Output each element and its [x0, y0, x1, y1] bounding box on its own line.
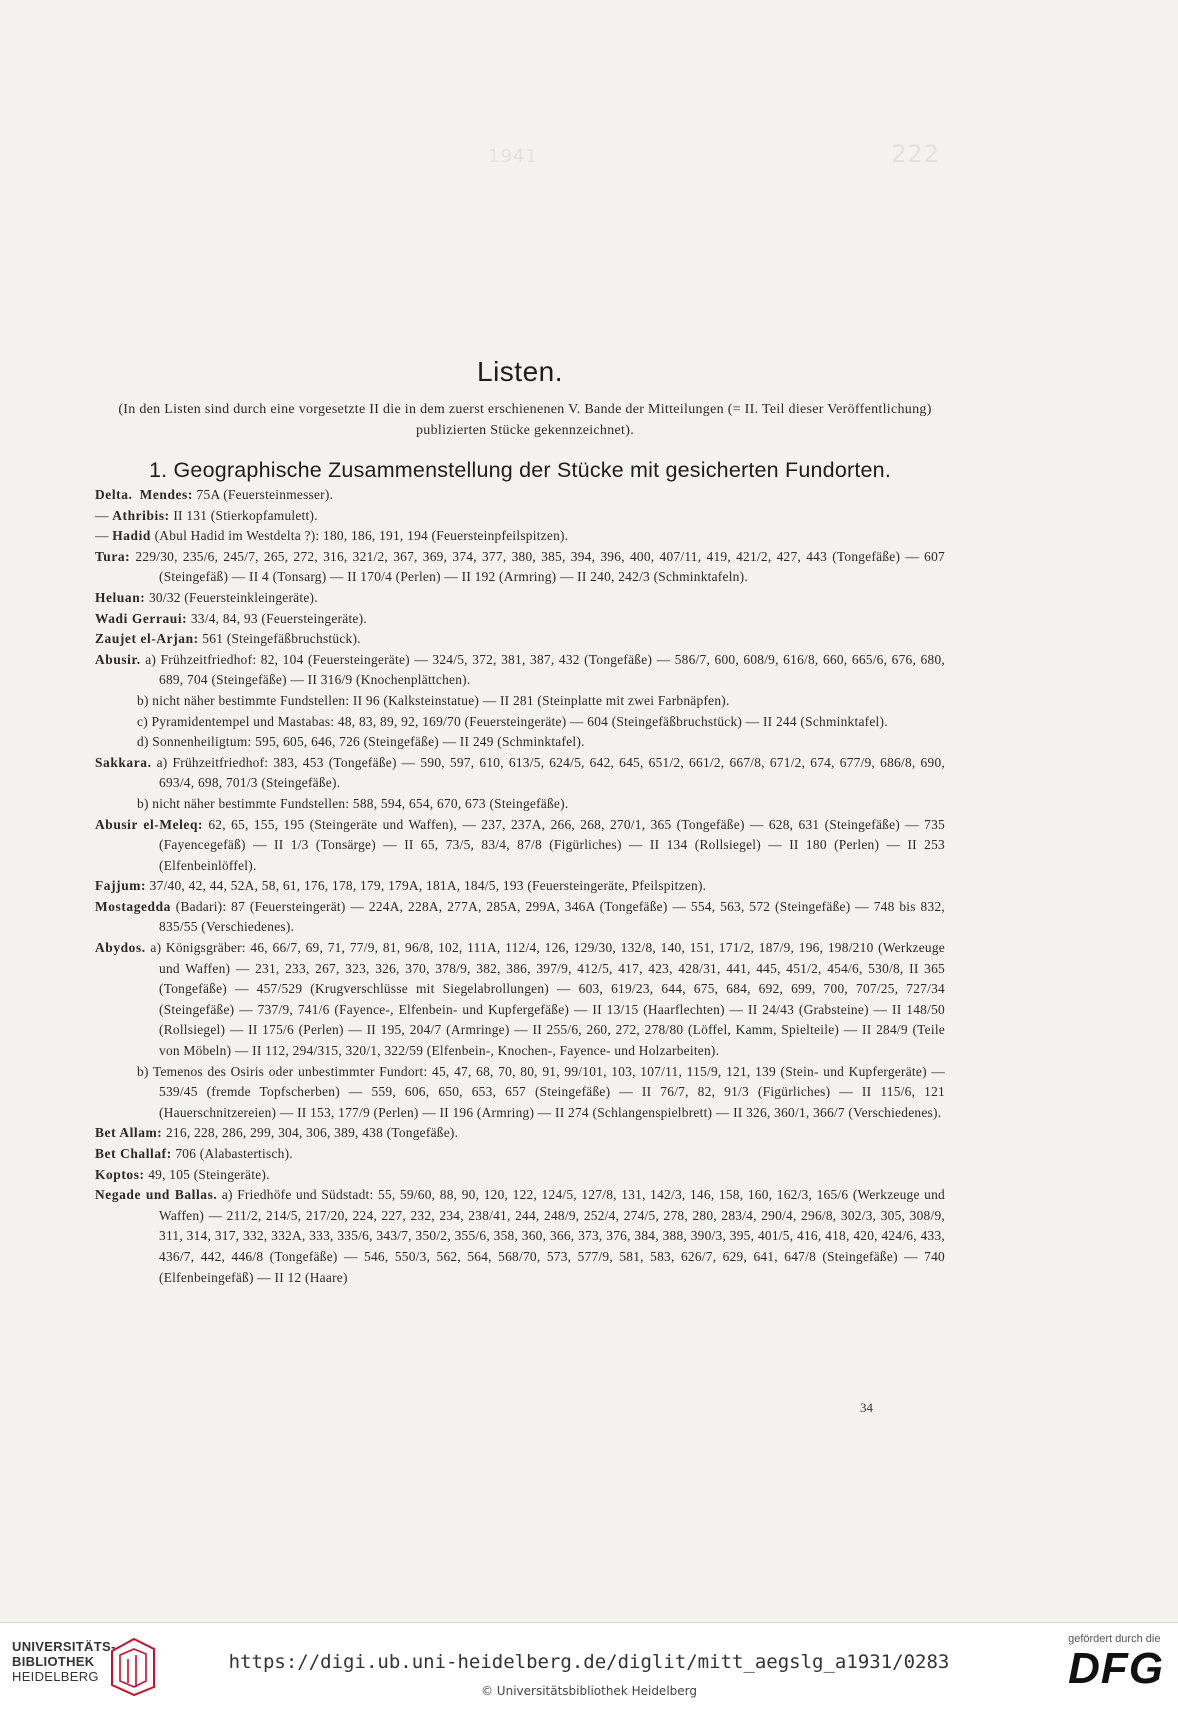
place-name: Heluan:	[95, 589, 146, 605]
dash: —	[95, 507, 109, 523]
entry-bet-challaf	[95, 1144, 945, 1165]
place-name: Mendes:	[139, 487, 193, 502]
library-name-line2: BIBLIOTHEK	[12, 1654, 95, 1669]
place-name: Delta.	[95, 487, 133, 502]
permalink-url[interactable]: https://digi.ub.uni-heidelberg.de/diglit/mitt_aegslg_a1931/0283	[228, 1651, 950, 1673]
viewer-footer	[0, 1622, 1178, 1712]
entry-mostagedda	[95, 897, 945, 938]
page-number: 34	[860, 1400, 873, 1415]
entry-abusir	[95, 650, 945, 691]
entry-abydos	[95, 938, 945, 1062]
entry-bet-allam	[95, 1123, 945, 1144]
entry-text: 561 (Steingefäßbruchstück).	[202, 631, 361, 647]
entry-text: 37/40, 42, 44, 52A, 58, 61, 176, 178, 179, 179A, 181A, 184/5, 193 (Feuersteingeräte, Pfeilspitzen).	[149, 878, 707, 894]
entry-text: 706 (Alabastertisch).	[175, 1146, 293, 1161]
entry-text: (Badari): 87 (Feuersteingerät) — 224A, 228A, 277A, 285A, 299A, 346A (Tongefäße) — 554, 563, 572 (Steingefäße) — 748 bis 832, 835/55 (Verschiedenes).	[159, 898, 945, 935]
entry-abydos-b: b) Temenos des Osiris oder unbestimmter Fundort: 45, 47, 68, 70, 80, 91, 99/101, 103, 107/11, 115/9, 121, 139 (Stein- und Kupfergeräte) — 539/45 (fremde Topfscherben) — 559, 606, 650, 653, 657 (Steingefäße) — II 76/7, 82, 91/3 (Figürliches) — II 115/6, 121 (Hauerschnitzereien) — II 153, 177/9 (Perlen) — II 196 (Armring) — II 274 (Schlangenspielbrett) — II 326, 360/1, 366/7 (Verschiedenes).	[137, 1063, 945, 1120]
entry-abusir-el-meleq	[95, 815, 945, 877]
page-title: Listen.	[477, 356, 563, 387]
place-name: Negade und Ballas.	[95, 1187, 218, 1203]
entry-fajjum	[95, 876, 945, 897]
entry-koptos	[95, 1165, 945, 1186]
dash: —	[95, 528, 109, 544]
entry-abusir-c: c) Pyramidentempel und Mastabas: 48, 83, 89, 92, 169/70 (Feuersteingeräte) — 604 (Steingefäßbruchstück) — II 244 (Schminktafel).	[137, 713, 888, 729]
dfg-logo[interactable]	[1068, 1633, 1164, 1693]
faint-mark-right: 222	[891, 140, 940, 168]
place-name: Athribis:	[112, 507, 170, 523]
place-name: Abydos.	[95, 940, 146, 956]
entry-text: (Abul Hadid im Westdelta ?): 180, 186, 191, 194 (Feuersteinpfeilspitzen).	[154, 528, 569, 544]
entry-delta	[95, 485, 945, 506]
place-name: Bet Allam:	[95, 1125, 163, 1141]
entry-text: 62, 65, 155, 195 (Steingeräte und Waffen), — 237, 237A, 266, 268, 270/1, 365 (Tongefäße) — 628, 631 (Steingefäße) — 735 (Fayencegefäß) — II 1/3 (Tonsärge) — II 65, 73/5, 83/4, 87/8 (Figürliches) — II 134 (Rollsiegel) — II 180 (Perlen) — II 253 (Elfenbeinlöffel).	[159, 816, 945, 873]
faint-mark-left: 1941	[488, 146, 538, 167]
place-name: Zaujet el-Arjan:	[95, 631, 199, 647]
entry-text: 216, 228, 286, 299, 304, 306, 389, 438 (Tongefäße).	[165, 1125, 459, 1141]
intro-note: (In den Listen sind durch eine vorgesetzte II die in dem zuerst erschienenen V. Bande der Mitteilungen (= II. Teil dieser Veröffentlichung) publizierten Stücke gekennzeichnet).	[118, 402, 932, 438]
entry-text: 49, 105 (Steingeräte).	[148, 1166, 270, 1182]
entry-wadi-gerraui	[95, 609, 945, 630]
entry-hadid	[95, 526, 945, 547]
entry-text: a) Friedhöfe und Südstadt: 55, 59/60, 88, 90, 120, 122, 124/5, 127/8, 131, 142/3, 146, 158, 160, 162/3, 165/6 (Werkzeuge und Waffen) — 211/2, 214/5, 217/20, 224, 227, 232, 234, 238/41, 244, 248/9, 252/4, 274/5, 278, 280, 283/4, 290/4, 296/8, 302/3, 305, 308/9, 311, 314, 317, 332, 332A, 333, 335/6, 343/7, 350/2, 355/6, 358, 360, 366, 373, 376, 384, 388, 390/3, 395, 401/5, 416, 418, 420, 424/6, 433, 436/7, 442, 446/8 (Tongefäße) — 546, 550/3, 562, 564, 568/70, 573, 577/9, 581, 583, 626/7, 629, 641, 647/8 (Steingefäße) — 740 (Elfenbeingefäß) — II 12 (Haare)	[159, 1187, 945, 1285]
place-name: Tura:	[95, 548, 131, 564]
dfg-wordmark: DFG	[1068, 1644, 1164, 1693]
place-name: Hadid	[112, 528, 151, 544]
funded-by-text: gefördert durch die	[1068, 1633, 1161, 1645]
entry-text: 75A (Feuersteinmesser).	[196, 487, 334, 502]
copyright-notice: © Universitätsbibliothek Heidelberg	[480, 1684, 697, 1698]
entry-tura	[95, 547, 945, 588]
library-name-line3: HEIDELBERG	[12, 1669, 99, 1684]
entry-abusir-d: d) Sonnenheiligtum: 595, 605, 646, 726 (Steingefäße) — II 249 (Schminktafel).	[137, 734, 585, 750]
entry-heluan	[95, 588, 945, 609]
entry-text: a) Frühzeitfriedhof: 82, 104 (Feuersteingeräte) — 324/5, 372, 381, 387, 432 (Tongefäße) — 586/7, 600, 608/9, 616/8, 660, 665/6, 676, 680, 689, 704 (Steingefäße) — II 316/9 (Knochenplättchen).	[145, 651, 945, 688]
place-name: Mostagedda	[95, 898, 171, 914]
entry-abusir-b: b) nicht näher bestimmte Fundstellen: II 96 (Kalksteinstatue) — II 281 (Steinplatte mit zwei Farbnäpfen).	[137, 692, 730, 708]
section-title: 1. Geographische Zusammenstellung der Stücke mit gesicherten Fundorten.	[149, 458, 891, 482]
place-name: Sakkara.	[95, 754, 152, 770]
entry-negade	[95, 1185, 945, 1288]
entry-zaujet	[95, 629, 945, 650]
place-name: Abusir el-Meleq:	[95, 816, 204, 832]
library-name-line1: UNIVERSITÄTS-	[12, 1639, 116, 1654]
place-name: Fajjum:	[95, 878, 147, 894]
entry-text: 229/30, 235/6, 245/7, 265, 272, 316, 321/2, 367, 369, 374, 377, 380, 385, 394, 396, 400, 407/11, 419, 421/2, 427, 443 (Tongefäße) — 607 (Steingefäß) — II 4 (Tonsarg) — II 170/4 (Perlen) — II 192 (Armring) — II 240, 242/3 (Schminktafeln).	[135, 548, 945, 585]
entry-text: a) Königsgräber: 46, 66/7, 69, 71, 77/9, 81, 96/8, 102, 111A, 112/4, 126, 129/30, 132/8, 140, 151, 171/2, 187/9, 196, 198/210 (Werkzeuge und Waffen) — 231, 233, 267, 323, 326, 370, 378/9, 382, 386, 397/9, 412/5, 417, 423, 428/31, 441, 445, 451/2, 454/6, 530/8, II 365 (Tongefäße) — 457/529 (Krugverschlüsse mit Siegelabrollungen) — 603, 619/23, 644, 675, 684, 692, 699, 700, 707/25, 727/34 (Steingefäße) — 737/9, 741/6 (Fayence-, Elfenbein- und Kupfergefäße) — II 13/15 (Haarflechten) — II 24/43 (Grabsteine) — II 148/50 (Rollsiegel) — II 175/6 (Perlen) — II 195, 204/7 (Armringe) — II 255/6, 260, 272, 278/80 (Löffel, Kamm, Spielteile) — II 284/9 (Teile von Möbeln) — II 112, 294/315, 320/1, 322/59 (Elfenbein-, Knochen-, Fayence- und Holzarbeiten).	[150, 940, 945, 1059]
entry-text: II 131 (Stierkopfamulett).	[173, 507, 318, 523]
place-name: Abusir.	[95, 651, 141, 667]
place-name: Wadi Gerraui:	[95, 610, 188, 626]
entry-text: 33/4, 84, 93 (Feuersteingeräte).	[190, 610, 367, 626]
entry-sakkara-b: b) nicht näher bestimmte Fundstellen: 588, 594, 654, 670, 673 (Steingefäße).	[137, 795, 569, 811]
entry-text: 30/32 (Feuersteinkleingeräte).	[148, 589, 318, 605]
place-name: Bet Challaf:	[95, 1146, 172, 1161]
entry-athribis	[95, 506, 945, 527]
place-name: Koptos:	[95, 1166, 145, 1182]
entry-sakkara	[95, 753, 945, 794]
entry-list	[95, 485, 945, 1288]
entry-text: a) Frühzeitfriedhof: 383, 453 (Tongefäße) — 590, 597, 610, 613/5, 624/5, 642, 645, 651/2, 661/2, 667/8, 671/2, 674, 677/9, 686/8, 690, 693/4, 698, 701/3 (Steingefäße).	[156, 754, 945, 791]
